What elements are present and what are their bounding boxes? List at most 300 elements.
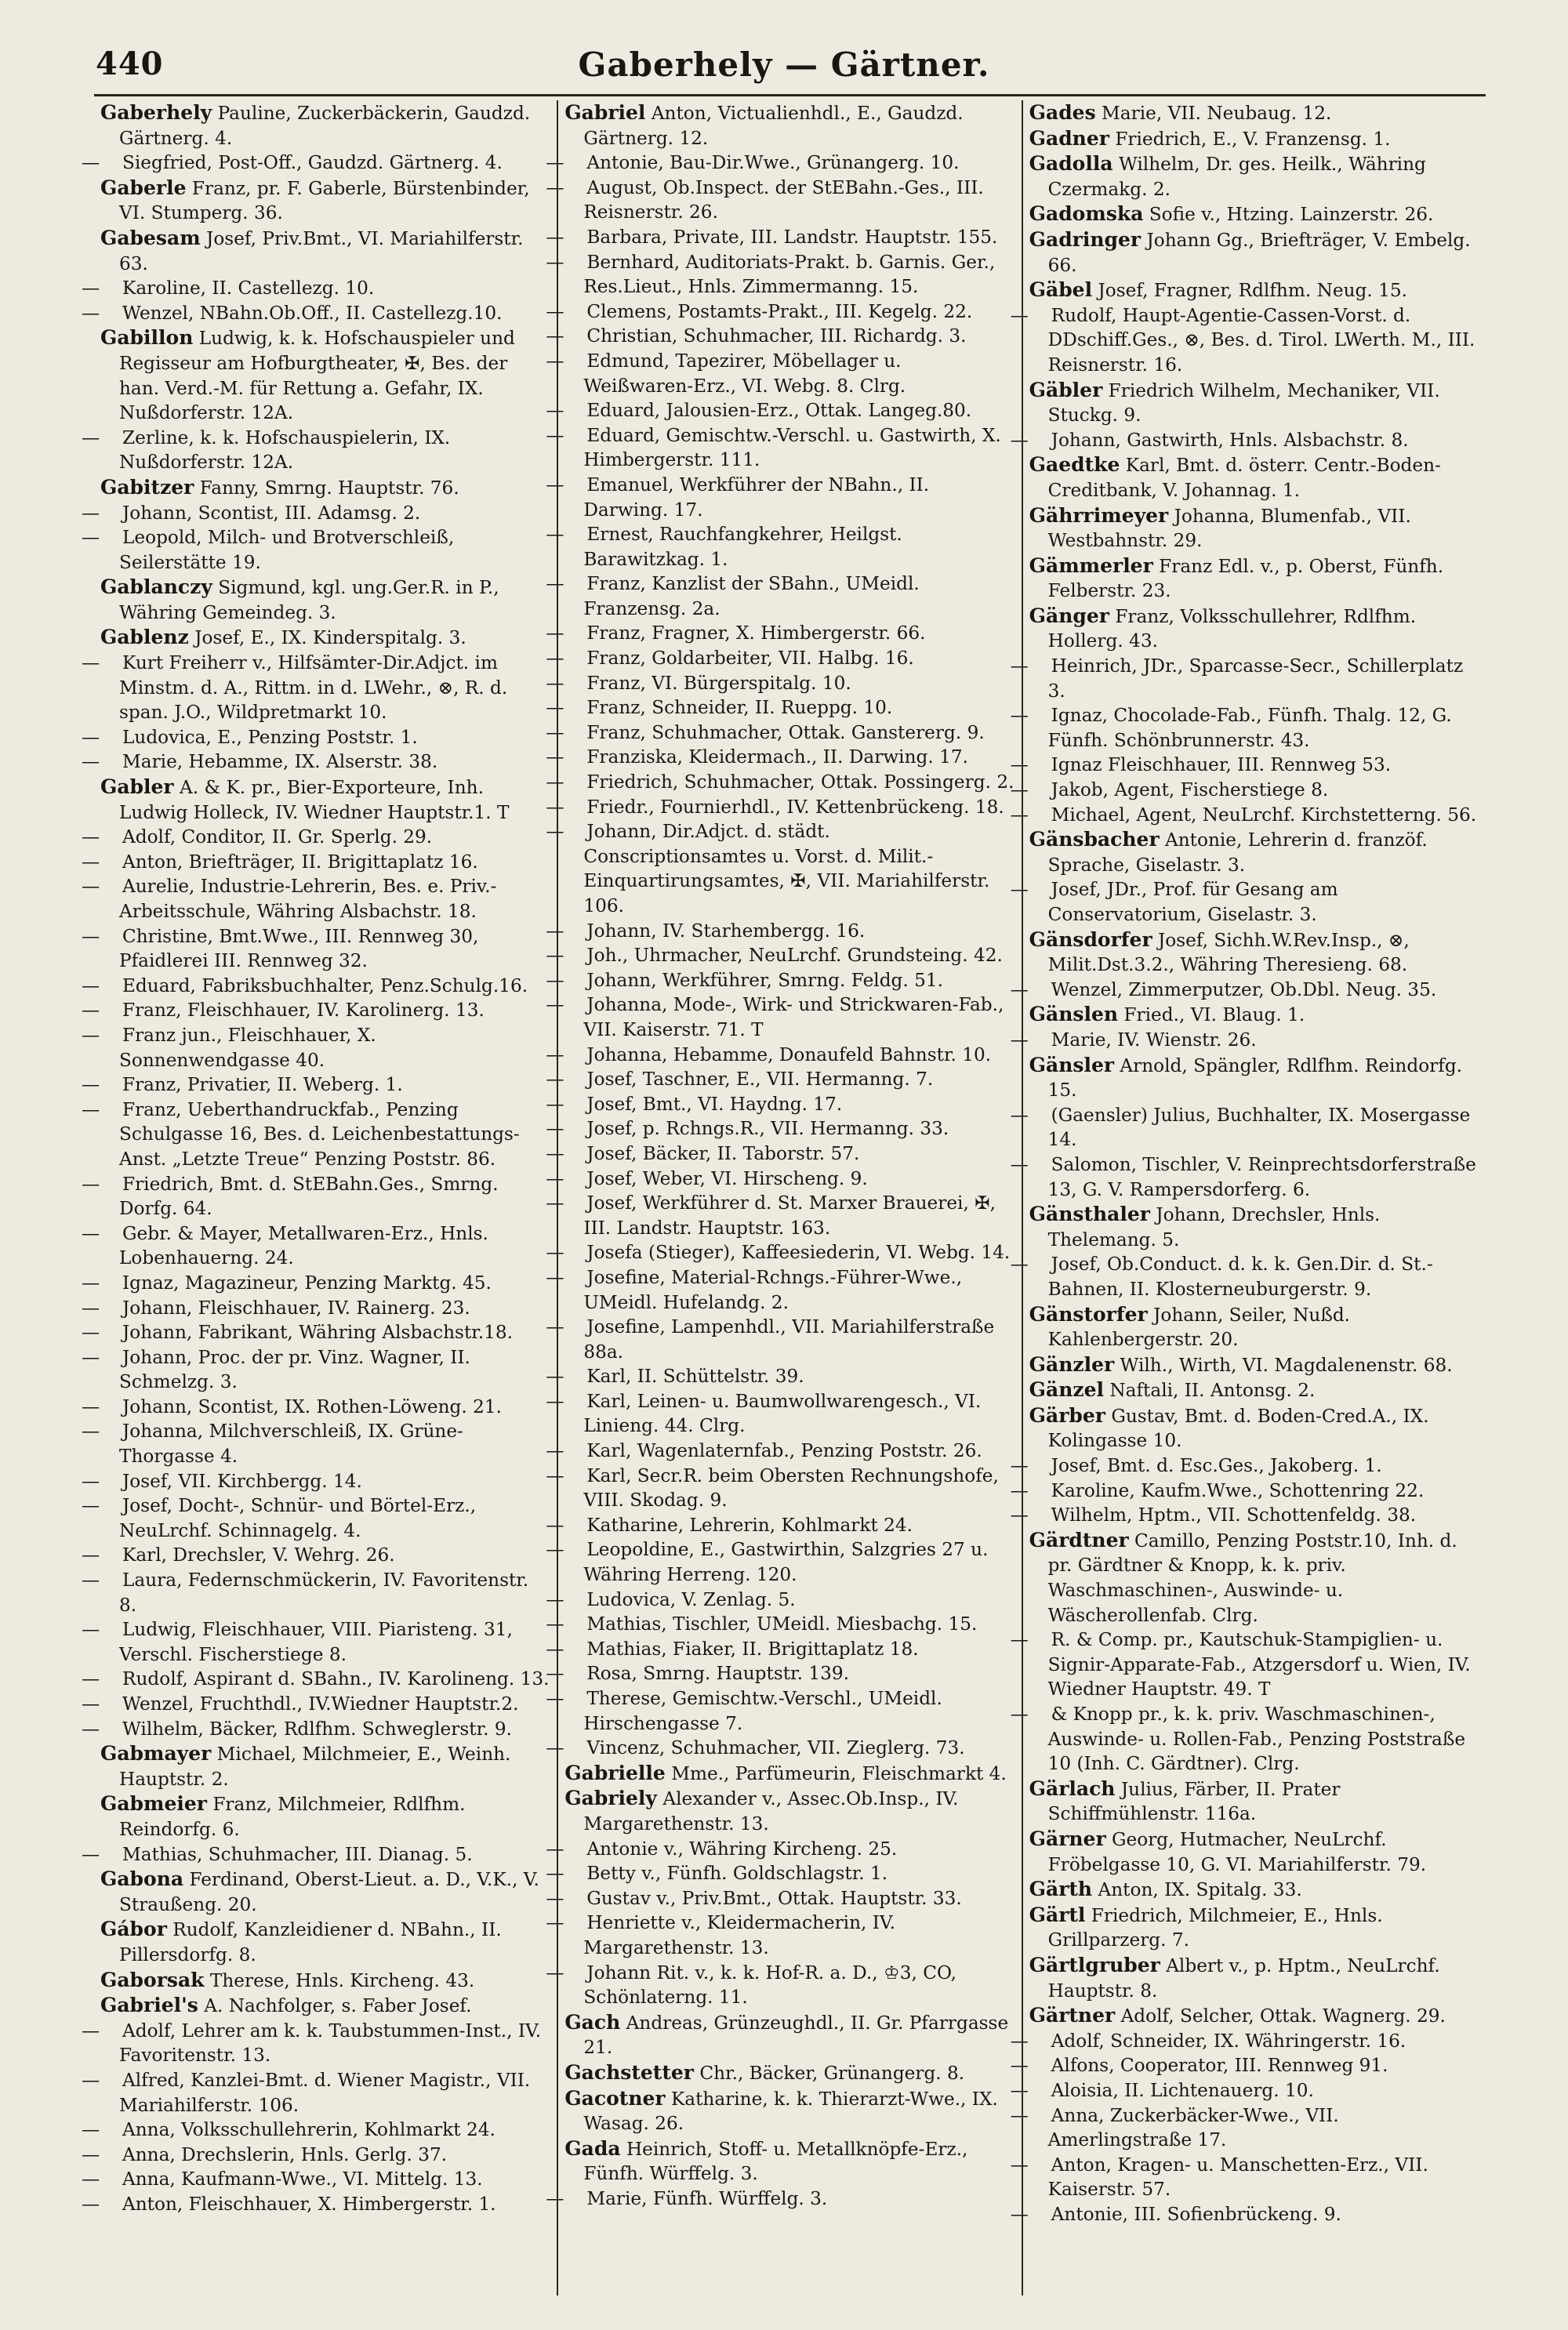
entry-details: Adolf, Lehrer am k. k. Taubstummen-Inst., IV. Favoritenstr. 13. bbox=[119, 2020, 542, 2067]
directory-entry bbox=[82, 725, 550, 750]
directory-entry bbox=[1010, 303, 1479, 378]
entry-details: Clemens, Postamts-Prakt., III. Kegelg. 22. bbox=[586, 300, 973, 322]
directory-entry bbox=[546, 671, 1014, 696]
entry-surname: Gänzel bbox=[1029, 1378, 1104, 1402]
directory-entry bbox=[546, 572, 1014, 621]
directory-entry bbox=[1029, 1827, 1479, 1877]
directory-entry bbox=[82, 2192, 550, 2217]
continuation-dash: — bbox=[82, 1173, 100, 1195]
entry-details: Josef, Weber, VI. Hirscheng. 9. bbox=[586, 1167, 868, 1189]
directory-entry bbox=[546, 695, 1014, 720]
entry-details: Friedrich, Schuhmacher, Ottak. Possingerg. 2. bbox=[586, 771, 1014, 793]
entry-details: Heinrich, Stoff- u. Metallknöpfe-Erz., Fünfh. Würffelg. 3. bbox=[583, 2138, 968, 2185]
entry-surname: Gärdtner bbox=[1029, 1528, 1129, 1552]
entry-details: Ludwig, Fleischhauer, VIII. Piaristeng. 31, Verschl. Fischerstiege 8. bbox=[119, 1619, 513, 1665]
entry-surname: Gaberhely bbox=[100, 101, 212, 124]
directory-entry bbox=[100, 176, 550, 226]
directory-entry bbox=[1029, 126, 1479, 152]
continuation-dash: — bbox=[82, 1421, 100, 1443]
directory-entry bbox=[546, 646, 1014, 671]
directory-entry bbox=[1029, 1377, 1479, 1403]
directory-entry bbox=[546, 473, 1014, 522]
entry-details: Johann, Dir.Adjct. d. städt. Conscriptionsamtes u. Vorst. d. Milit.-Einquartirungsamtes, ✠, VII. Mariahilferstr. 106. bbox=[583, 821, 990, 916]
continuation-dash: — bbox=[82, 1619, 100, 1641]
directory-entry bbox=[100, 1791, 550, 1842]
entry-surname: Gabriel bbox=[564, 101, 646, 124]
directory-entry bbox=[1029, 827, 1479, 877]
entry-surname: Gabriely bbox=[564, 1787, 657, 1810]
continuation-dash: — bbox=[546, 1663, 564, 1685]
directory-entry bbox=[1010, 2078, 1479, 2103]
directory-entry bbox=[546, 1686, 1014, 1736]
entry-surname: Gablanczy bbox=[100, 575, 212, 599]
entry-details: Mathias, Schuhmacher, III. Dianag. 5. bbox=[122, 1843, 473, 1865]
directory-entry bbox=[82, 1098, 550, 1172]
continuation-dash: — bbox=[1010, 978, 1029, 1000]
directory-entry bbox=[546, 1612, 1014, 1637]
continuation-dash: — bbox=[82, 1843, 100, 1865]
directory-entry bbox=[82, 850, 550, 875]
continuation-dash: — bbox=[546, 1464, 564, 1486]
continuation-dash: — bbox=[546, 746, 564, 768]
continuation-dash: — bbox=[546, 1142, 564, 1164]
continuation-dash: — bbox=[546, 721, 564, 743]
directory-entry bbox=[546, 1637, 1014, 1662]
directory-entry bbox=[1029, 1053, 1479, 1103]
entry-details: Karl, Wagenlaternfab., Penzing Poststr. 26. bbox=[586, 1440, 982, 1462]
entry-surname: Gaberle bbox=[100, 176, 187, 199]
entry-surname: Gänsbacher bbox=[1029, 828, 1160, 851]
continuation-dash: — bbox=[1010, 1153, 1029, 1175]
entry-details: Marie, IV. Wienstr. 26. bbox=[1051, 1029, 1257, 1051]
entry-details: Johanna, Mode-, Wirk- und Strickwaren-Fab., VII. Kaiserstr. 71. T bbox=[583, 994, 1004, 1040]
directory-entry bbox=[1029, 503, 1479, 553]
directory-entry bbox=[100, 575, 550, 625]
entry-details: Karoline, II. Castellezg. 10. bbox=[122, 278, 375, 299]
entry-details: Franz, pr. F. Gaberle, Bürstenbinder, VI. Stumperg. 36. bbox=[119, 177, 530, 224]
continuation-dash: — bbox=[82, 152, 100, 174]
entry-surname: Gadner bbox=[1029, 126, 1109, 150]
page-number: 440 bbox=[96, 45, 164, 82]
directory-entry bbox=[82, 998, 550, 1023]
directory-entry bbox=[546, 1240, 1014, 1265]
directory-entry bbox=[1029, 1202, 1479, 1252]
directory-entry bbox=[564, 2086, 1014, 2136]
entry-surname: Gährrimeyer bbox=[1029, 503, 1169, 527]
continuation-dash: — bbox=[546, 524, 564, 546]
entry-details: Aloisia, II. Lichtenauerg. 10. bbox=[1051, 2079, 1314, 2101]
directory-entry bbox=[546, 2187, 1014, 2212]
directory-entry bbox=[546, 968, 1014, 993]
entry-details: Anna, Zuckerbäcker-Wwe., VII. Amerlingstraße 17. bbox=[1047, 2104, 1339, 2151]
continuation-dash: — bbox=[546, 2187, 564, 2209]
entry-surname: Gades bbox=[1029, 101, 1096, 124]
directory-entry bbox=[82, 2143, 550, 2168]
entry-surname: Gärtlgruber bbox=[1029, 1953, 1160, 1976]
entry-details: Heinrich, JDr., Sparcasse-Secr., Schillerplatz 3. bbox=[1047, 655, 1464, 702]
directory-entry bbox=[546, 349, 1014, 398]
entry-details: Emanuel, Werkführer der NBahn., II. Darwing. 17. bbox=[583, 474, 930, 521]
entry-details: Wilh., Wirth, VI. Magdalenenstr. 68. bbox=[1120, 1354, 1453, 1376]
entry-surname: Gachstetter bbox=[564, 2060, 694, 2084]
continuation-dash: — bbox=[82, 2020, 100, 2041]
continuation-dash: — bbox=[82, 826, 100, 848]
continuation-dash: — bbox=[546, 945, 564, 967]
continuation-dash: — bbox=[546, 1887, 564, 1909]
continuation-dash: — bbox=[546, 350, 564, 372]
continuation-dash: — bbox=[1010, 2154, 1029, 2176]
continuation-dash: — bbox=[82, 426, 100, 448]
entry-details: Wenzel, NBahn.Ob.Off., II. Castellezg.10. bbox=[122, 302, 503, 324]
continuation-dash: — bbox=[82, 278, 100, 299]
directory-entry bbox=[546, 1661, 1014, 1686]
directory-entry bbox=[82, 151, 550, 176]
entry-surname: Gacotner bbox=[564, 2086, 666, 2110]
continuation-dash: — bbox=[546, 648, 564, 670]
entry-details: Ludwig, k. k. Hofschauspieler und Regisseur am Hofburgtheater, ✠, Bes. der han. Verd.-M. für Rettung a. Gefahr, IX. Nußdorferstr. 12A. bbox=[119, 328, 515, 424]
continuation-dash: — bbox=[546, 1638, 564, 1660]
entry-surname: Gabesam bbox=[100, 226, 201, 249]
directory-entry bbox=[546, 621, 1014, 646]
entry-details: Eduard, Gemischtw.-Verschl. u. Gastwirth, X. Himbergerstr. 111. bbox=[583, 424, 1001, 471]
continuation-dash: — bbox=[82, 527, 100, 549]
directory-entry bbox=[546, 770, 1014, 795]
continuation-dash: — bbox=[546, 573, 564, 595]
directory-entry bbox=[1029, 378, 1479, 428]
entry-details: Michael, Agent, NeuLrchf. Kirchstetterng. 56. bbox=[1051, 804, 1477, 826]
directory-entry bbox=[1029, 604, 1479, 654]
directory-entry bbox=[546, 919, 1014, 944]
directory-entry bbox=[546, 1116, 1014, 1141]
entry-details: Josef, VII. Kirchbergg. 14. bbox=[122, 1470, 362, 1492]
entry-surname: Gach bbox=[564, 2010, 621, 2034]
continuation-dash: — bbox=[546, 1118, 564, 1140]
directory-entry bbox=[82, 301, 550, 326]
entry-details: Johann, Scontist, III. Adamsg. 2. bbox=[122, 502, 421, 524]
directory-entry bbox=[82, 1493, 550, 1543]
directory-entry bbox=[1010, 1503, 1479, 1528]
entry-surname: Gabmayer bbox=[100, 1742, 212, 1766]
directory-entry bbox=[82, 1617, 550, 1667]
entry-details: Alfons, Cooperator, III. Rennweg 91. bbox=[1051, 2055, 1388, 2077]
entry-details: Zerline, k. k. Hofschauspielerin, IX. Nußdorferstr. 12A. bbox=[119, 426, 451, 474]
directory-entry bbox=[100, 100, 550, 151]
continuation-dash: — bbox=[546, 969, 564, 991]
entry-surname: Gadolla bbox=[1029, 152, 1113, 176]
directory-entry bbox=[1029, 1877, 1479, 1903]
entry-details: Sigmund, kgl. ung.Ger.R. in P., Währing Gemeindeg. 3. bbox=[119, 577, 499, 623]
entry-details: Franz, Schneider, II. Rueppg. 10. bbox=[586, 697, 893, 719]
entry-details: Alfred, Kanzlei-Bmt. d. Wiener Magistr., VII. Mariahilferstr. 106. bbox=[119, 2069, 531, 2116]
entry-details: Friedrich, Milchmeier, E., Hnls. Grillparzerg. 7. bbox=[1047, 1904, 1383, 1951]
entry-details: Franz, Fragner, X. Himbergerstr. 66. bbox=[586, 622, 926, 644]
directory-entry bbox=[82, 1023, 550, 1072]
entry-details: Anton, Briefträger, II. Brigittaplatz 16. bbox=[122, 851, 478, 873]
entry-details: Friedrich Wilhelm, Mechaniker, VII. Stuckg. 9. bbox=[1047, 379, 1440, 426]
entry-surname: Gaedtke bbox=[1029, 453, 1120, 477]
entry-details: Wenzel, Zimmerputzer, Ob.Dbl. Neug. 35. bbox=[1051, 978, 1437, 1000]
continuation-dash: — bbox=[82, 1098, 100, 1120]
entry-details: Gustav, Bmt. d. Boden-Cred.A., IX. Kolingasse 10. bbox=[1047, 1405, 1429, 1452]
entry-details: Ernest, Rauchfangkehrer, Heilgst. Barawitzkag. 1. bbox=[583, 524, 902, 570]
entry-surname: Gänger bbox=[1029, 604, 1109, 627]
directory-entry bbox=[100, 1867, 550, 1917]
directory-entry bbox=[1029, 278, 1479, 303]
directory-entry bbox=[82, 924, 550, 974]
entry-details: Josefine, Lampenhdl., VII. Mariahilferstraße 88a. bbox=[583, 1316, 995, 1363]
entry-details: Karl, Secr.R. beim Obersten Rechnungshofe, VIII. Skodag. 9. bbox=[583, 1464, 999, 1512]
directory-entry bbox=[546, 819, 1014, 918]
continuation-dash: — bbox=[546, 920, 564, 942]
directory-entry bbox=[546, 1911, 1014, 1960]
continuation-dash: — bbox=[1010, 1029, 1029, 1051]
entry-details: Josefa (Stieger), Kaffeesiederin, VI. Webg. 14. bbox=[586, 1242, 1011, 1264]
entry-details: Kurt Freiherr v., Hilfsämter-Dir.Adjct. im Minstm. d. A., Rittm. in d. LWehr., ⊗, R. d. span. J.O., Wildpretmarkt 10. bbox=[119, 652, 508, 724]
directory-entry bbox=[1010, 2053, 1479, 2078]
entry-details: Albert v., p. Hptm., NeuLrchf. Hauptstr. 8. bbox=[1047, 1954, 1440, 2002]
entry-details: Sofie v., Htzing. Lainzerstr. 26. bbox=[1149, 204, 1434, 226]
continuation-dash: — bbox=[82, 751, 100, 773]
entry-details: Wenzel, Fruchthdl., IV.Wiedner Hauptstr.2. bbox=[122, 1693, 519, 1715]
entry-details: Anton, Kragen- u. Manschetten-Erz., VII. Kaiserstr. 57. bbox=[1047, 2154, 1428, 2201]
continuation-dash: — bbox=[546, 1266, 564, 1288]
entry-details: Josef, Bäcker, II. Taborstr. 57. bbox=[586, 1142, 860, 1164]
continuation-dash: — bbox=[82, 1322, 100, 1344]
entry-details: Therese, Hnls. Kircheng. 43. bbox=[209, 1969, 475, 1991]
entry-details: Friedrich, Bmt. d. StEBahn.Ges., Smrng. Dorfg. 64. bbox=[119, 1173, 499, 1220]
entry-details: Fried., VI. Blaug. 1. bbox=[1123, 1004, 1305, 1026]
continuation-dash: — bbox=[82, 974, 100, 996]
entry-details: Johanna, Blumenfab., VII. Westbahnstr. 29. bbox=[1047, 505, 1411, 552]
directory-entry bbox=[546, 151, 1014, 176]
directory-entry bbox=[564, 1786, 1014, 1836]
directory-entry bbox=[82, 1692, 550, 1717]
directory-entry bbox=[546, 1886, 1014, 1911]
entry-details: Antonie, III. Sofienbrückeng. 9. bbox=[1051, 2203, 1341, 2225]
directory-entry bbox=[546, 795, 1014, 820]
continuation-dash: — bbox=[546, 176, 564, 198]
entry-surname: Gänslen bbox=[1029, 1003, 1119, 1026]
continuation-dash: — bbox=[82, 925, 100, 947]
directory-entry bbox=[82, 1345, 550, 1395]
entry-details: Pauline, Zuckerbäckerin, Gaudzd. Gärtnerg. 4. bbox=[119, 103, 531, 149]
directory-entry bbox=[546, 1043, 1014, 1068]
continuation-dash: — bbox=[546, 1366, 564, 1388]
directory-entry bbox=[546, 1389, 1014, 1439]
continuation-dash: — bbox=[546, 1588, 564, 1610]
directory-entry bbox=[546, 225, 1014, 250]
continuation-dash: — bbox=[546, 1440, 564, 1462]
continuation-dash: — bbox=[546, 1069, 564, 1091]
entry-details: Leopoldine, E., Gastwirthin, Salzgries 27 u. Währing Herreng. 120. bbox=[583, 1539, 989, 1586]
continuation-dash: — bbox=[546, 424, 564, 446]
directory-entry bbox=[564, 2010, 1014, 2060]
continuation-dash: — bbox=[546, 1838, 564, 1860]
directory-entry bbox=[1029, 2003, 1479, 2029]
entry-details: Anna, Volksschullehrerin, Kohlmarkt 24. bbox=[122, 2119, 495, 2141]
directory-entry bbox=[1010, 1028, 1479, 1053]
directory-entry bbox=[546, 1364, 1014, 1389]
entry-details: Ferdinand, Oberst-Lieut. a. D., V.K., V. Straußeng. 20. bbox=[119, 1869, 539, 1915]
entry-details: Karl, Drechsler, V. Wehrg. 26. bbox=[122, 1544, 395, 1566]
directory-entry bbox=[546, 1167, 1014, 1192]
continuation-dash: — bbox=[1010, 655, 1029, 677]
entry-details: Josef, p. Rchngs.R., VII. Hermanng. 33. bbox=[586, 1118, 949, 1140]
continuation-dash: — bbox=[82, 1000, 100, 1022]
entry-details: Georg, Hutmacher, NeuLrchf. Fröbelgasse 10, G. VI. Mariahilferstr. 79. bbox=[1047, 1828, 1427, 1875]
entry-details: Adolf, Selcher, Ottak. Wagnerg. 29. bbox=[1120, 2005, 1446, 2027]
entry-details: Betty v., Fünfh. Goldschlagstr. 1. bbox=[586, 1863, 888, 1885]
entry-details: Ludovica, E., Penzing Poststr. 1. bbox=[122, 726, 418, 748]
entry-details: Johann Rit. v., k. k. Hof-R. a. D., ♔3, CO, Schönlaterng. 11. bbox=[583, 1962, 957, 2009]
continuation-dash: — bbox=[1010, 2055, 1029, 2077]
entry-details: Johann, Proc. der pr. Vinz. Wagner, II. Schmelzg. 3. bbox=[119, 1346, 470, 1393]
entry-surname: Gänsler bbox=[1029, 1053, 1115, 1076]
entry-details: (Gaensler) Julius, Buchhalter, IX. Mosergasse 14. bbox=[1047, 1104, 1471, 1151]
directory-entry bbox=[82, 874, 550, 924]
continuation-dash: — bbox=[546, 1043, 564, 1065]
entry-details: Johanna, Milchverschleiß, IX. Grüne-Thorgasse 4. bbox=[119, 1421, 463, 1468]
continuation-dash: — bbox=[1010, 1254, 1029, 1276]
directory-entry bbox=[1010, 877, 1479, 927]
entry-details: Eduard, Jalousien-Erz., Ottak. Langeg.80. bbox=[586, 400, 972, 422]
continuation-dash: — bbox=[546, 1514, 564, 1536]
directory-entry bbox=[82, 2167, 550, 2192]
entry-details: Wilhelm, Bäcker, Rdlfhm. Schweglerstr. 9. bbox=[122, 1718, 512, 1740]
continuation-dash: — bbox=[1010, 429, 1029, 451]
directory-entry bbox=[82, 1320, 550, 1345]
entry-details: Katharine, Lehrerin, Kohlmarkt 24. bbox=[586, 1514, 913, 1536]
directory-entry bbox=[546, 745, 1014, 770]
continuation-dash: — bbox=[546, 672, 564, 694]
entry-details: Karl, Leinen- u. Baumwollwarengesch., VI. Linieng. 44. Clrg. bbox=[583, 1390, 982, 1437]
directory-entry bbox=[546, 1464, 1014, 1513]
entry-details: Eduard, Fabriksbuchhalter, Penz.Schulg.16. bbox=[122, 974, 528, 996]
directory-entry bbox=[100, 475, 550, 501]
continuation-dash: — bbox=[546, 796, 564, 818]
entry-details: Johann, Drechsler, Hnls. Thelemang. 5. bbox=[1047, 1204, 1381, 1250]
directory-entry bbox=[546, 1861, 1014, 1886]
entry-surname: Gadringer bbox=[1029, 227, 1142, 251]
entry-details: Franz, Fleischhauer, IV. Karolinerg. 13. bbox=[122, 1000, 485, 1022]
continuation-dash: — bbox=[1010, 2030, 1029, 2052]
directory-entry bbox=[100, 625, 550, 651]
entry-details: Julius, Färber, II. Prater Schiffmühlenstr. 116a. bbox=[1047, 1778, 1341, 1825]
entry-details: Josef, E., IX. Kinderspitalg. 3. bbox=[194, 627, 466, 649]
entry-details: Ignaz, Chocolade-Fab., Fünfh. Thalg. 12, G. Fünfh. Schönbrunnerstr. 43. bbox=[1047, 705, 1452, 751]
directory-entry bbox=[564, 2060, 1014, 2086]
directory-entry bbox=[1010, 2029, 1479, 2054]
entry-details: Salomon, Tischler, V. Reinprechtsdorferstraße 13, G. V. Rampersdorferg. 6. bbox=[1047, 1153, 1476, 1200]
continuation-dash: — bbox=[546, 771, 564, 793]
entry-details: Josef, Priv.Bmt., VI. Mariahilferstr. 63. bbox=[119, 227, 524, 274]
entry-details: Gebr. & Mayer, Metallwaren-Erz., Hnls. Lobenhauerng. 24. bbox=[119, 1222, 488, 1269]
entry-surname: Gärner bbox=[1029, 1827, 1106, 1850]
continuation-dash: — bbox=[82, 2143, 100, 2165]
entry-details: Alexander v., Assec.Ob.Insp., IV. Margarethenstr. 13. bbox=[583, 1788, 959, 1835]
directory-entry bbox=[1029, 927, 1479, 978]
entry-details: Johann, Scontist, IX. Rothen-Löweng. 21. bbox=[122, 1395, 502, 1417]
entry-surname: Gärtner bbox=[1029, 2004, 1116, 2027]
directory-entry bbox=[1029, 151, 1479, 201]
entry-surname: Gabriel's bbox=[100, 1994, 198, 2017]
directory-entry bbox=[1010, 2103, 1479, 2153]
directory-entry bbox=[82, 501, 550, 526]
directory-entry bbox=[82, 1419, 550, 1468]
continuation-dash: — bbox=[546, 1192, 564, 1214]
directory-entry bbox=[82, 525, 550, 575]
entry-details: Franz, Milchmeier, Rdlfhm. Reindorfg. 6. bbox=[119, 1794, 466, 1840]
entry-details: Anton, Victualienhdl., E., Gaudzd. Gärtnerg. 12. bbox=[583, 103, 964, 149]
continuation-dash: — bbox=[546, 1167, 564, 1189]
entry-surname: Gärth bbox=[1029, 1878, 1093, 1901]
column-left bbox=[82, 100, 557, 2296]
entry-surname: Gäbler bbox=[1029, 378, 1103, 401]
entry-details: Josef, Taschner, E., VII. Hermanng. 7. bbox=[586, 1069, 934, 1091]
directory-entry bbox=[100, 1741, 550, 1791]
directory-entry bbox=[100, 1917, 550, 1967]
directory-entry bbox=[1010, 1103, 1479, 1152]
entry-details: Fanny, Smrng. Hauptstr. 76. bbox=[199, 477, 459, 499]
directory-entry bbox=[82, 1469, 550, 1494]
directory-entry bbox=[1010, 1628, 1479, 1702]
entry-details: Franz, Privatier, II. Weberg. 1. bbox=[122, 1074, 403, 1096]
directory-entry bbox=[82, 1717, 550, 1742]
entry-details: Johann, IV. Starhembergg. 16. bbox=[586, 920, 866, 942]
directory-entry bbox=[82, 426, 550, 475]
directory-entry bbox=[546, 1439, 1014, 1464]
continuation-dash: — bbox=[1010, 2104, 1029, 2126]
continuation-dash: — bbox=[546, 1093, 564, 1115]
entry-details: Franz, Kanzlist der SBahn., UMeidl. Franzensg. 2a. bbox=[583, 573, 920, 619]
directory-entry bbox=[1029, 452, 1479, 503]
entry-details: Franziska, Kleidermach., II. Darwing. 17. bbox=[586, 746, 968, 768]
continuation-dash: — bbox=[82, 2069, 100, 2091]
entry-details: Josef, Docht-, Schnür- und Börtel-Erz., NeuLrchf. Schinnagelg. 4. bbox=[119, 1495, 477, 1541]
entry-details: Siegfried, Post-Off., Gaudzd. Gärtnerg. 4. bbox=[122, 152, 503, 174]
entry-details: Johann, Fabrikant, Währing Alsbachstr.18. bbox=[122, 1322, 514, 1344]
entry-details: Anna, Drechslerin, Hnls. Gerlg. 37. bbox=[122, 2143, 448, 2165]
continuation-dash: — bbox=[1010, 1629, 1029, 1651]
directory-entry bbox=[82, 651, 550, 725]
entry-details: Bernhard, Auditoriats-Prakt. b. Garnis. Ger., Res.Lieut., Hnls. Zimmermanng. 15. bbox=[583, 251, 996, 298]
entry-details: Laura, Federnschmückerin, IV. Favoritenstr. 8. bbox=[119, 1570, 529, 1616]
entry-details: Franz, Goldarbeiter, VII. Halbg. 16. bbox=[586, 648, 914, 670]
continuation-dash: — bbox=[82, 1495, 100, 1517]
directory-entry bbox=[546, 1736, 1014, 1761]
entry-surname: Gadomska bbox=[1029, 202, 1144, 226]
continuation-dash: — bbox=[82, 1222, 100, 1244]
continuation-dash: — bbox=[1010, 779, 1029, 801]
directory-entry bbox=[546, 324, 1014, 349]
entry-details: Edmund, Tapezirer, Möbellager u. Weißwaren-Erz., VI. Webg. 8. Clrg. bbox=[583, 350, 906, 397]
continuation-dash: — bbox=[82, 1693, 100, 1715]
directory-entry bbox=[1010, 2202, 1479, 2227]
continuation-dash: — bbox=[82, 1074, 100, 1096]
entry-details: Gustav v., Priv.Bmt., Ottak. Hauptstr. 33. bbox=[586, 1887, 962, 1909]
entry-surname: Gänsthaler bbox=[1029, 1203, 1150, 1226]
continuation-dash: — bbox=[82, 502, 100, 524]
entry-details: Franz Edl. v., p. Oberst, Fünfh. Felberstr. 23. bbox=[1047, 555, 1444, 602]
directory-entry bbox=[1029, 1953, 1479, 2003]
entry-details: Franz, Schuhmacher, Ottak. Ganstererg. 9. bbox=[586, 721, 985, 743]
entry-details: Josef, Sichh.W.Rev.Insp., ⊗, Milit.Dst.3.2., Währing Theresieng. 68. bbox=[1047, 929, 1410, 976]
directory-entry bbox=[82, 749, 550, 775]
entry-details: Rosa, Smrng. Hauptstr. 139. bbox=[586, 1663, 849, 1685]
directory-entry bbox=[82, 2118, 550, 2143]
entry-surname: Gada bbox=[564, 2136, 621, 2160]
entry-details: Joh., Uhrmacher, NeuLrchf. Grundsteing. 42. bbox=[586, 945, 1003, 967]
